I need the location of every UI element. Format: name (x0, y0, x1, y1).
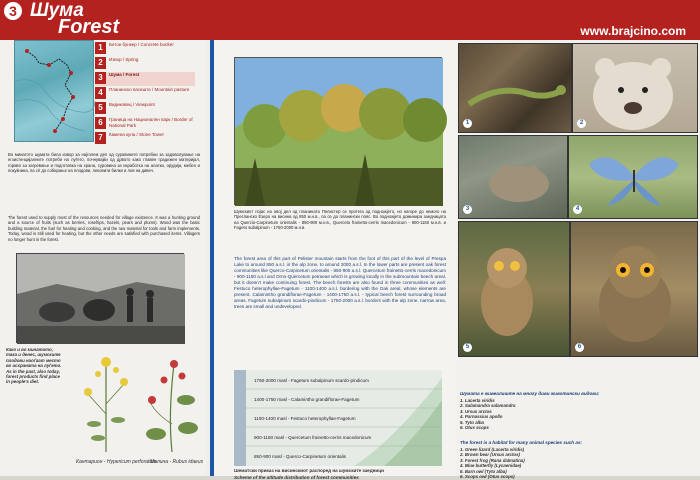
legend-label: Извор / Spring (109, 57, 139, 62)
plant1-caption: Кантарион - Hypericum perforatum (76, 459, 157, 465)
photo-number-badge: 2 (577, 119, 586, 128)
plant-illustration-rubus (142, 344, 202, 452)
frog-illustration (459, 136, 569, 220)
wildlife-photo-bear (572, 43, 698, 133)
legend-label: Планинско пасиште / Mountain pasture (109, 87, 190, 92)
species-item: 4. Blue butterfly (Lycaenidae) (460, 463, 522, 469)
historic-photo-bw (16, 253, 184, 343)
legend-label: Бетон бункер / Concrete bunker (109, 42, 174, 47)
legend-item (95, 117, 195, 131)
legend-item-active (95, 72, 195, 86)
intro-paragraph-english: The forest used to supply most of the resources needed for village existence. It was a hunting ground and a source of fruits (such as berries, rosehips, hazels, pears and plums). Wood was the basic building material, the fuel for heating and cooking, and the raw material for tools and farm implements. Today, wood is still used for heating, but the other needs are satisfied with purchased items. Villagers no longer hunt in the forest. (8, 215, 200, 242)
diagram-caption-macedonian: Шематски приказ на висинскиот распоред на шумските заедници (234, 468, 384, 473)
header-banner (0, 0, 700, 40)
intro-paragraph-macedonian: Во минатото шумата била извор за најголем дел од суровините потребни за задоволување на егзистенцијалните потреби на луѓето, почнувајќи од дрвото како главен градежен материјал, гориво за загревање и подготовка на храна, суровина за изработка на алатки, орудија, мебел и покуќнина, па сè до собирање на плодови, лековити билки и лов на дивеч. (8, 152, 200, 174)
photo-number-badge: 4 (573, 205, 582, 214)
forest-scene (235, 58, 443, 206)
trail-map (14, 40, 94, 142)
owl-2-illustration (571, 222, 699, 358)
legend-number: 2 (95, 57, 106, 69)
wildlife-photo-butterfly (568, 135, 698, 219)
page-title-cyrillic: Шума (30, 0, 84, 21)
plant2-caption: Малина - Rubus idaeus (150, 459, 204, 465)
butterfly-illustration (569, 136, 699, 220)
forest-photo (234, 57, 442, 205)
forest-paragraph-macedonian: Шумскиот појас на овој дел од планината Пелистер се протега од подножјето, но нагоре до немого на Преспанско Езеро на висина од 850 м.н.в., па се до планински пояс. Во подножјето доминира заедницата на Quercio-Carpinetum orientalis - 850-900 м.н.в., Querceto frainetto-cerris macedonicum - 900-1150 м.н.в. и Fageto subalpinum - 1750-2000 м.н.в. (234, 209, 446, 231)
legend-number: 6 (95, 117, 106, 129)
legend-label: Камена кула / Stone Tower (109, 132, 164, 137)
species-item: 3. Forest frog (Rana dalmatina) (460, 457, 525, 463)
rubus-drawing (142, 344, 202, 452)
legend-label: Видиковец / Viewpoint (109, 102, 155, 107)
species-list-english (460, 447, 700, 479)
species-item: 4. Parnassius apollo (460, 414, 503, 420)
section-number-badge: 3 (4, 2, 22, 20)
middle-column (210, 40, 456, 480)
species-item: 5. Barn owl (Tyto alba) (460, 468, 507, 474)
species-item: 1. Lacerta viridis (460, 398, 495, 403)
wildlife-photo-owl-1 (458, 221, 570, 357)
legend-number: 7 (95, 132, 106, 144)
forest-paragraph-english: The forest area of this part of Pelister mountain starts from the foot of this part of the level of Prespa Lake to around 850 a.s.l. in the alp zone, to around 2000 a.s.l. In the lower parts are present oak forest communities like Querco-Carpinetum orientalis - 850-900 a.s.l. Quercetum frainetto-cerris macedonicum - 900-1150 a.s.l and Orno-Quercetum petraeae which is growing locally in the submountain beech areal, but it doesn't make continuing forest. The beech forests are also found in three communities as well: Festuco heterophyllae-Fagetum - 1100-1400 a.s.l. bordering with the Oak areal, whose elements are present. Calamintho grandiflorae-Fagetum - 1400-1750 a.s.l. - typical beech forest surrounding broad areas. Fagetum subalpinum scardo-pindicum - 1750-2000 a.s.l. borders with the alp zone, narrow area, trees are small and undeveloped. (234, 256, 446, 309)
legend-item (95, 102, 195, 116)
species-item: 1. Green lizard (Lacerta viridis) (460, 447, 525, 452)
wildlife-photo-owl-2 (570, 221, 698, 357)
zone-label: 900-1150 masl - Quercetum frainetto-cerris macedonicum (254, 435, 372, 440)
wildlife-photo-lizard (458, 43, 572, 133)
zone-label: 1750-2000 masl - Fagetum subalpinum scardo-pindicum (254, 378, 369, 383)
photo-number-badge: 3 (463, 205, 472, 214)
legend-number: 1 (95, 42, 106, 54)
species-item: 6. Otus scops (460, 425, 489, 431)
altitude-zone-diagram (234, 370, 442, 466)
legend-number: 3 (95, 72, 106, 84)
legend-item (95, 42, 195, 56)
zone-label: 850-900 masl - Querco-Carpinetum orientalis (254, 454, 346, 459)
legend-item (95, 57, 195, 71)
legend-label: Граница на Национален парк / Border of National Park (109, 117, 193, 128)
species-list-title-macedonian: Шумата е живеалиште на многу диви животински видови: (460, 391, 600, 396)
species-list-macedonian (460, 398, 700, 430)
photo-number-badge: 1 (463, 119, 472, 128)
right-column (456, 40, 700, 480)
lizard-illustration (459, 44, 573, 134)
photo-number-badge: 5 (463, 343, 472, 352)
diagram-caption-english: Scheme of the altitude distribution of forest communities (234, 475, 359, 480)
legend-item (95, 132, 195, 146)
trail-legend (95, 42, 195, 147)
legend-item (95, 87, 195, 101)
plant-illustration-hypericum (74, 344, 138, 452)
species-item: 3. Ursus arctos (460, 408, 492, 414)
legend-label: Шума / Forest (109, 72, 140, 77)
species-list-title-english: The forest is a habitat for many animal species such as: (460, 440, 583, 445)
species-item: 6. Scops owl (Otus scops) (460, 474, 515, 480)
zone-label: 1400-1750 masl - Calamintho grandiflorae-Fagetum (254, 397, 360, 402)
photo-number-badge: 6 (575, 343, 584, 352)
hypericum-drawing (74, 344, 138, 452)
legend-number: 4 (95, 87, 106, 99)
website-url: www.brajcino.com (580, 24, 686, 38)
species-item: 2. Brown bear (Ursus arctos) (460, 452, 521, 458)
historic-photo-illustration (17, 254, 185, 344)
owl-1-illustration (459, 222, 571, 358)
left-column (0, 40, 206, 476)
bear-illustration (573, 44, 699, 134)
map-route-drawing (15, 41, 95, 143)
wildlife-photo-frog (458, 135, 568, 219)
altitude-zone-svg (234, 370, 442, 466)
species-item: 2. Salamandra salamandra (460, 403, 516, 409)
forest-products-note: Како и во минатото, така и денес, шумските плодови наоѓаат место во исхраната на луѓето. As in the past, also today, forest products find place in people's diet. (6, 347, 62, 385)
zone-label: 1100-1400 masl - Festuco heterophyllae-Fagetum (254, 416, 356, 421)
legend-number: 5 (95, 102, 106, 114)
page-title-english: Forest (58, 16, 120, 38)
species-item: 5. Tyto alba (460, 419, 484, 425)
